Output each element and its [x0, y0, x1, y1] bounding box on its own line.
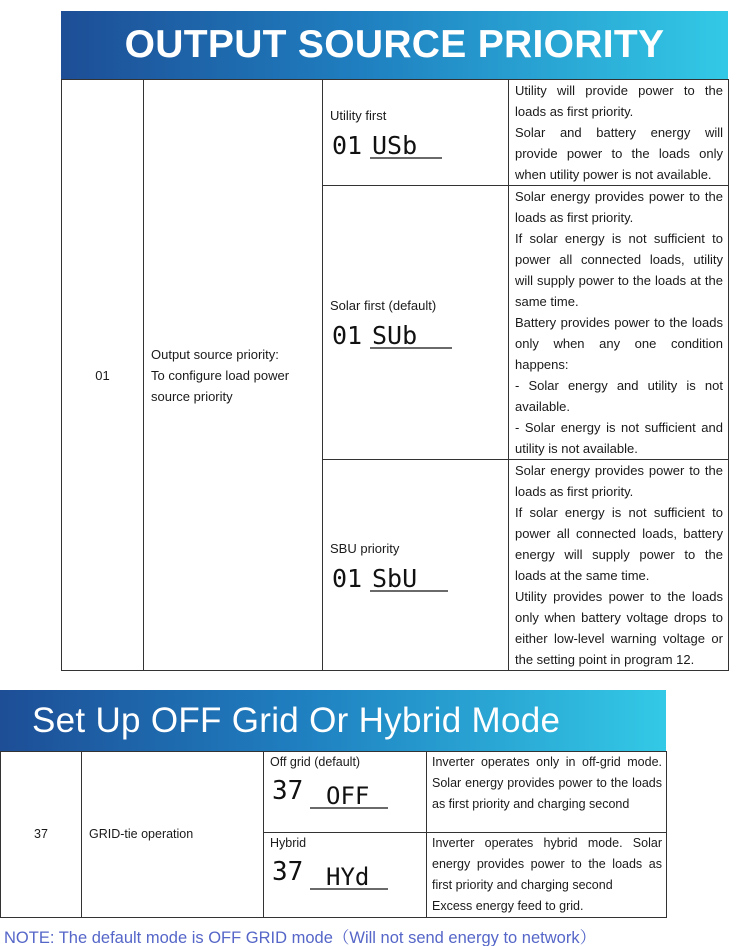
lcd-display [330, 320, 456, 350]
mode-cell-solar-first [323, 186, 509, 460]
output-priority-table [61, 79, 729, 671]
lcd-value: OFF [326, 782, 370, 810]
mode-label: Hybrid [270, 836, 307, 850]
desc-line: Solar energy provides power to the loads as first priority. If solar energy is not sufficient to power all connected loads, utility will supply power to the loads at the same time. Battery provides power to the loads only when any one condition happens: - Solar energy and utility is not available. - Solar energy is not sufficient and utility is not available. [515, 189, 723, 456]
setting-title: GRID-tie operation [82, 752, 264, 918]
lcd-value: HYd [326, 863, 370, 891]
mode-description [427, 752, 667, 833]
desc-line: Inverter operates only in off-grid mode. Solar energy provides power to the loads as first priority and charging second [432, 755, 662, 811]
mode-description [509, 460, 729, 671]
lcd-code: 37 [272, 776, 304, 806]
table-row [1, 752, 667, 833]
mode-cell-utility-first [323, 80, 509, 186]
grid-mode-table [0, 751, 667, 918]
program-number: 01 [62, 80, 144, 671]
desc-line: Solar energy provides power to the loads as first priority. If solar energy is not sufficient to power all connected loads, battery energy will supply power to the loads at the same time. Utility provides power to the loads only when battery voltage drops to either low-level warning voltage or the setting point in program 12. [515, 463, 723, 667]
lcd-display [270, 773, 394, 811]
section-banner-output-priority [61, 11, 728, 79]
mode-description [509, 80, 729, 186]
lcd-code: 01 [332, 321, 363, 350]
lcd-code: 37 [272, 857, 304, 887]
mode-cell-hybrid [264, 833, 427, 918]
program-number: 37 [1, 752, 82, 918]
setting-title: Output source priority: [151, 346, 279, 362]
mode-label: Off grid (default) [270, 755, 361, 769]
lcd-value: SbU [372, 563, 418, 593]
mode-label: Utility first [330, 108, 387, 123]
section-title: Set Up OFF Grid Or Hybrid Mode [32, 700, 561, 740]
table-row [62, 80, 729, 186]
desc-line: Utility will provide power to the loads as first priority. Solar and battery energy will provide power to the loads only when utility power is not available. [515, 83, 723, 182]
mode-description [427, 833, 667, 918]
mode-description [509, 186, 729, 460]
section-banner-grid-mode [0, 690, 666, 751]
lcd-value: SUb [372, 321, 418, 350]
lcd-display [330, 130, 446, 160]
lcd-display [330, 563, 452, 593]
lcd-display [270, 854, 394, 892]
setting-subtitle: To configure load power source priority [151, 367, 290, 404]
lcd-value: USb [372, 131, 418, 160]
mode-cell-off-grid [264, 752, 427, 833]
setting-description [144, 80, 323, 671]
desc-line: Inverter operates hybrid mode. Solar energy provides power to the loads as first priority and charging second Excess energy feed to grid. [432, 836, 662, 913]
mode-label: Solar first (default) [330, 298, 437, 313]
lcd-code: 01 [332, 563, 363, 593]
mode-cell-sbu-priority [323, 460, 509, 671]
default-mode-note: NOTE: The default mode is OFF GRID mode（Will not send energy to network） [4, 929, 597, 946]
mode-label: SBU priority [330, 540, 400, 556]
section-title: OUTPUT SOURCE PRIORITY [124, 23, 665, 66]
lcd-code: 01 [332, 131, 363, 160]
